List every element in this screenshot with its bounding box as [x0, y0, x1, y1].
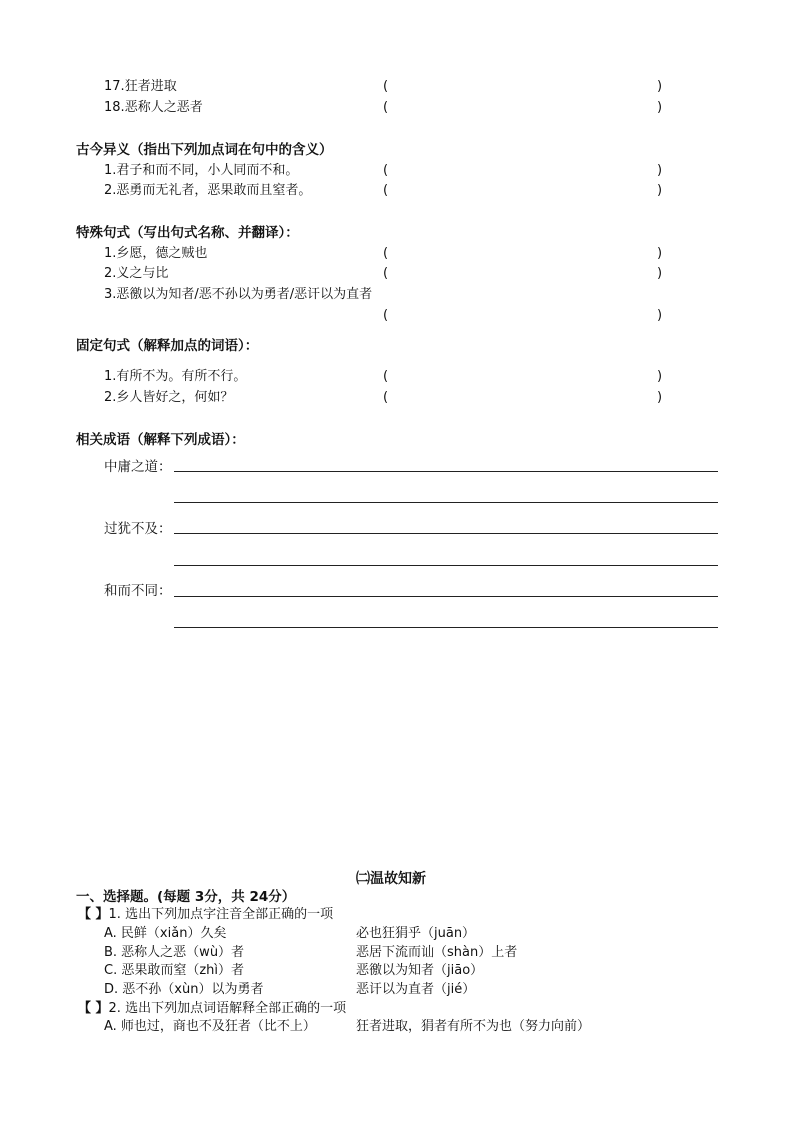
question-1 — [78, 906, 333, 923]
q2-option-a-left: A. 师也过，商也不及狂者（比不上） — [104, 1019, 316, 1034]
q1-option-a-right: 必也狂狷乎（juān） — [356, 926, 476, 941]
q1-option-b-left: B. 恶称人之恶（wù）者 — [104, 945, 245, 960]
answer-close-paren: ) — [657, 266, 663, 281]
question-2 — [78, 1000, 346, 1017]
q2-option-a-right: 狂者进取，狷者有所不为也（努力向前） — [356, 1019, 591, 1034]
answer-open-paren: ( — [383, 183, 389, 198]
item-text: 恶徼以为知者/恶不孙以为勇者/恶讦以为直者 — [116, 287, 373, 302]
q1-option-c-left: C. 恶果敢而窒（zhì）者 — [104, 963, 245, 978]
q1-option-d-right: 恶讦以为直者（jié） — [356, 982, 476, 997]
chengyu-label-guoyou: 过犹不及： — [104, 521, 172, 537]
answer-close-paren: ) — [657, 100, 663, 115]
item-text: 乡人皆好之，何如？ — [116, 390, 234, 405]
chengyu-label-heer: 和而不同： — [104, 583, 172, 599]
item-number: 1. — [104, 369, 117, 384]
teshu-item-2 — [104, 265, 168, 282]
item-number: 1. — [104, 163, 117, 178]
item-number: 2. — [104, 390, 117, 405]
answer-close-paren: ) — [657, 163, 663, 178]
answer-open-paren: ( — [383, 390, 389, 405]
answer-close-paren: ) — [657, 390, 663, 405]
answer-open-paren: ( — [383, 308, 389, 323]
answer-open-paren: ( — [383, 266, 389, 281]
answer-bracket[interactable]: 【 】 — [78, 907, 109, 922]
item-number: 2. — [104, 183, 117, 198]
item-number: 2. — [104, 266, 117, 281]
answer-open-paren: ( — [383, 163, 389, 178]
answer-line[interactable] — [174, 502, 718, 503]
item-text: 恶勇而无礼者，恶果敢而且窒者。 — [116, 183, 312, 198]
q1-option-c-right: 恶徼以为知者（jiāo） — [356, 963, 484, 978]
item-number: 3. — [104, 287, 117, 302]
part2-subtitle: 一、选择题。(每题 3分，共 24分） — [76, 889, 296, 905]
answer-line[interactable] — [174, 471, 718, 472]
q1-option-d-left: D. 恶不孙（xùn）以为勇者 — [104, 982, 264, 997]
question-stem: 1. 选出下列加点字注音全部正确的一项 — [108, 907, 334, 922]
item-text: 乡愿，德之贼也 — [116, 246, 208, 261]
answer-bracket[interactable]: 【 】 — [78, 1001, 109, 1016]
section-title-gujin: 古今异义（指出下列加点词在句中的含义） — [76, 142, 333, 158]
answer-close-paren: ) — [657, 183, 663, 198]
answer-line[interactable] — [174, 627, 718, 628]
teshu-item-3 — [104, 286, 372, 303]
gujin-item-1 — [104, 162, 298, 179]
item-number: 18. — [104, 100, 125, 115]
answer-line[interactable] — [174, 596, 718, 597]
answer-open-paren: ( — [383, 100, 389, 115]
section-title-guding: 固定句式（解释加点的词语）： — [76, 338, 259, 354]
answer-close-paren: ) — [657, 369, 663, 384]
vocab-item-18 — [104, 99, 203, 116]
item-text: 有所不为。有所不行。 — [116, 369, 247, 384]
q1-option-a-left: A. 民鲜（xiǎn）久矣 — [104, 926, 227, 941]
section-title-chengyu: 相关成语（解释下列成语）： — [76, 432, 245, 448]
answer-close-paren: ) — [657, 308, 663, 323]
answer-open-paren: ( — [383, 79, 389, 94]
item-text: 恶称人之恶者 — [124, 100, 203, 115]
item-number: 17. — [104, 79, 125, 94]
answer-line[interactable] — [174, 533, 718, 534]
section-title-teshu: 特殊句式（写出句式名称、并翻译）： — [76, 225, 299, 241]
chengyu-label-zhongyong: 中庸之道： — [104, 459, 172, 475]
answer-close-paren: ) — [657, 246, 663, 261]
vocab-item-17 — [104, 78, 177, 95]
part2-title: ㈡温故知新 — [356, 871, 426, 887]
guding-item-1 — [104, 368, 246, 385]
gujin-item-2 — [104, 182, 311, 199]
answer-open-paren: ( — [383, 246, 389, 261]
question-stem: 2. 选出下列加点词语解释全部正确的一项 — [108, 1001, 347, 1016]
item-text: 义之与比 — [116, 266, 169, 281]
item-number: 1. — [104, 246, 117, 261]
teshu-item-1 — [104, 245, 207, 262]
answer-line[interactable] — [174, 565, 718, 566]
q1-option-b-right: 恶居下流而讪（shàn）上者 — [356, 945, 518, 960]
item-text: 狂者进取 — [124, 79, 177, 94]
guding-item-2 — [104, 389, 233, 406]
answer-open-paren: ( — [383, 369, 389, 384]
answer-close-paren: ) — [657, 79, 663, 94]
item-text: 君子和而不同，小人同而不和。 — [116, 163, 299, 178]
